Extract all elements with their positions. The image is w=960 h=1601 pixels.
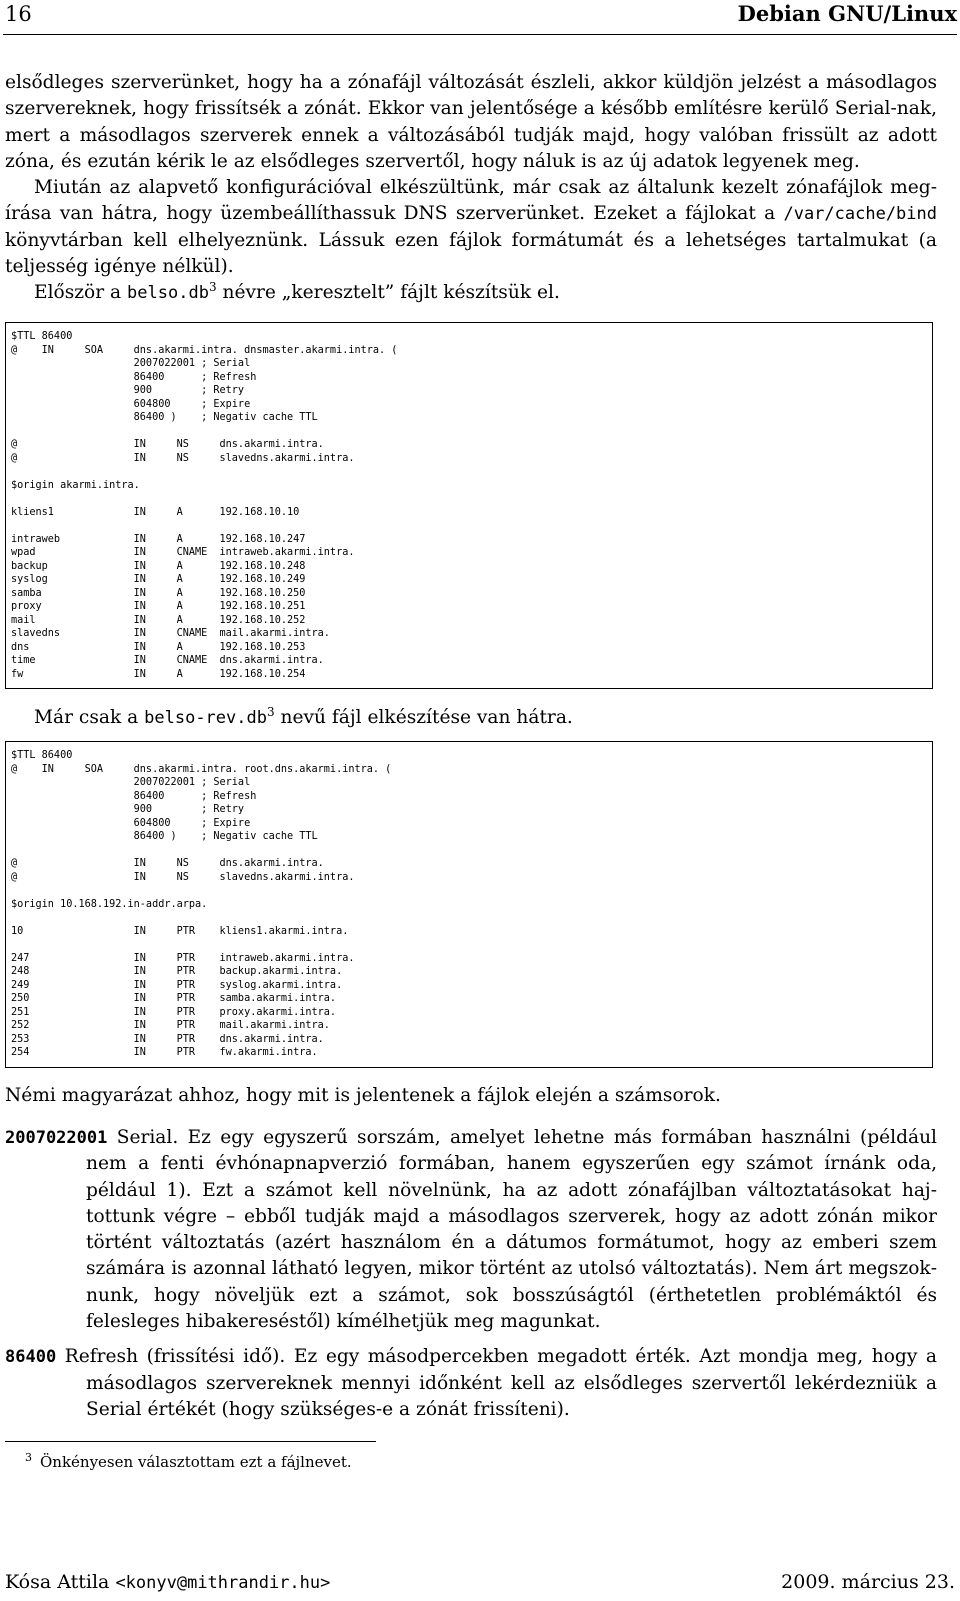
- paragraph-3-text-b: névre „keresztelt” fájlt készítsük el.: [216, 282, 560, 304]
- paragraph-2: [5, 175, 937, 280]
- zone-file-code: $TTL 86400 @ IN SOA dns.akarmi.intra. dnsmaster.akarmi.intra. ( 2007022001 ; Serial 86400 ; Refresh 900 ; Retry 604800 ; Expire 86400 ) ; Negativ cache TTL @ IN NS dns.akarmi.intra. @ IN NS slavedns.akarmi.intra. $origin akarmi.intra. kliens1 IN A 192.168.10.10 intraweb IN A 192.168.10.247 wpad IN CNAME intraweb.akarmi.intra. backup IN A 192.168.10.248 syslog IN A 192.168.10.249 samba IN A 192.168.10.250 proxy IN A 192.168.10.251 mail IN A 192.168.10.252 slavedns IN CNAME mail.akarmi.intra. dns IN A 192.168.10.253 time IN CNAME dns.akarmi.intra. fw IN A 192.168.10.254: [11, 331, 398, 680]
- header-rule: [3, 34, 957, 35]
- paragraph-3-text-a: Először a: [34, 282, 128, 304]
- definition-text: Refresh (frissítési idő). Ez egy másodpercekben megadott érték. Azt mondja meg, hogy a másodlagos szervereknek mennyi időnként kell az elsődleges szervertől lekérdezniük a Serial értékét (hogy szükséges-e a zónát frissíteni).: [64, 1346, 937, 1420]
- definition-term: 2007022001: [5, 1128, 108, 1148]
- definition-text: Serial. Ez egy egyszerű sorszám, amelyet lehetne más formában használni (például nem a fenti évhónapnapverzió formában, hanem egyszerűen egy számot írnánk oda, például 1). Ezt a számot kell növelnünk, ha az adott zónafájlban változtatásokat hajtottunk végre – ebből tudják majd a másodlagos szerverek, hogy az adott zónán mikor történt változtatás (azért használom én a dátumos formátumot, hogy az emberi szem számára is azonnal látható legyen, mikor történt az utolsó változtatás). Nem árt megszoknunk, hogy növeljük ezt a számot, sok bosszúságtól (érthetetlen problémáktól és felesleges hibakereséstől) kímélhetjük meg magunkat.: [86, 1127, 937, 1333]
- paragraph-4: [5, 705, 937, 731]
- paragraph-4-text-a: Már csak a: [34, 707, 145, 728]
- footnote-text: Önkényesen választottam ezt a fájlnevet.: [40, 1453, 352, 1471]
- author-email: <konyv@mithrandir.hu>: [115, 1573, 331, 1593]
- footnote-rule: [5, 1441, 376, 1442]
- footer-author: [5, 1568, 330, 1597]
- definition-serial: [5, 1125, 937, 1335]
- paragraph-1: elsődleges szerverünket, hogy ha a zónafájl változását észleli, akkor küldjön jelzést a másodlagos szervereknek, hogy frissítsék a zónát. Ekkor van jelentősége a később említésre kerülő Serial-nak, mert a másodlagos szerverek ennek a változásából tudják majd, hogy valóban frissült az adott zóna, és ezután kérik le az elsődleges szervertől, hogy náluk is az új adatok legyenek meg.: [5, 72, 937, 172]
- bind-directory-path: /var/cache/bind: [783, 204, 937, 225]
- paragraph-2-text-a: Miután az alapvető konfigurációval elkészültünk, már csak az általunk kezelt zónafájlok megírása van hátra, hogy üzembeállíthassuk DNS szerverünket. Ezeket a fájlokat a: [5, 177, 937, 225]
- footer-date: 2009. március 23.: [781, 1571, 955, 1593]
- paragraph-3: [5, 280, 937, 306]
- footnote-number: 3: [25, 1451, 32, 1464]
- reverse-zone-file-code: $TTL 86400 @ IN SOA dns.akarmi.intra. root.dns.akarmi.intra. ( 2007022001 ; Serial 86400 ; Refresh 900 ; Retry 604800 ; Expire 86400 ) ; Negativ cache TTL @ IN NS dns.akarmi.intra. @ IN NS slavedns.akarmi.intra. $origin 10.168.192.in-addr.arpa. 10 IN PTR kliens1.akarmi.intra. 247 IN PTR intraweb.akarmi.intra. 248 IN PTR backup.akarmi.intra. 249 IN PTR syslog.akarmi.intra. 250 IN PTR samba.akarmi.intra. 251 IN PTR proxy.akarmi.intra. 252 IN PTR mail.akarmi.intra. 253 IN PTR dns.akarmi.intra. 254 IN PTR fw.akarmi.intra.: [11, 750, 392, 1058]
- running-title: Debian GNU/Linux: [737, 1, 957, 26]
- definition-refresh: [5, 1344, 937, 1423]
- paragraph-4-container: [5, 705, 937, 731]
- footnote-mark: 3: [208, 280, 217, 295]
- page-footer: [5, 1568, 955, 1596]
- zone-file-listing: [5, 322, 933, 689]
- reverse-zone-filename: belso-rev.db: [144, 708, 267, 728]
- paragraph-intro: [5, 70, 937, 307]
- footnote-mark: 3: [266, 705, 275, 719]
- paragraph-4-text-b: nevű fájl elkészítése van hátra.: [274, 707, 573, 728]
- paragraph-2-text-b: könyvtárban kell elhelyeznünk. Lássuk ezen fájlok formátumát és a lehetséges tartalmukat (a teljesség igénye nélkül).: [5, 229, 937, 278]
- footnote: [25, 1447, 352, 1473]
- zone-filename: belso.db: [127, 283, 209, 304]
- author-name: Kósa Attila: [5, 1571, 110, 1593]
- definition-term: 86400: [5, 1347, 57, 1368]
- paragraph-5: Némi magyarázat ahhoz, hogy mit is jelentenek a fájlok elején a számsorok.: [5, 1085, 721, 1106]
- page-number: 16: [5, 2, 32, 26]
- page-header: [3, 0, 957, 28]
- reverse-zone-file-listing: [5, 741, 933, 1068]
- definition-list: [5, 1125, 937, 1432]
